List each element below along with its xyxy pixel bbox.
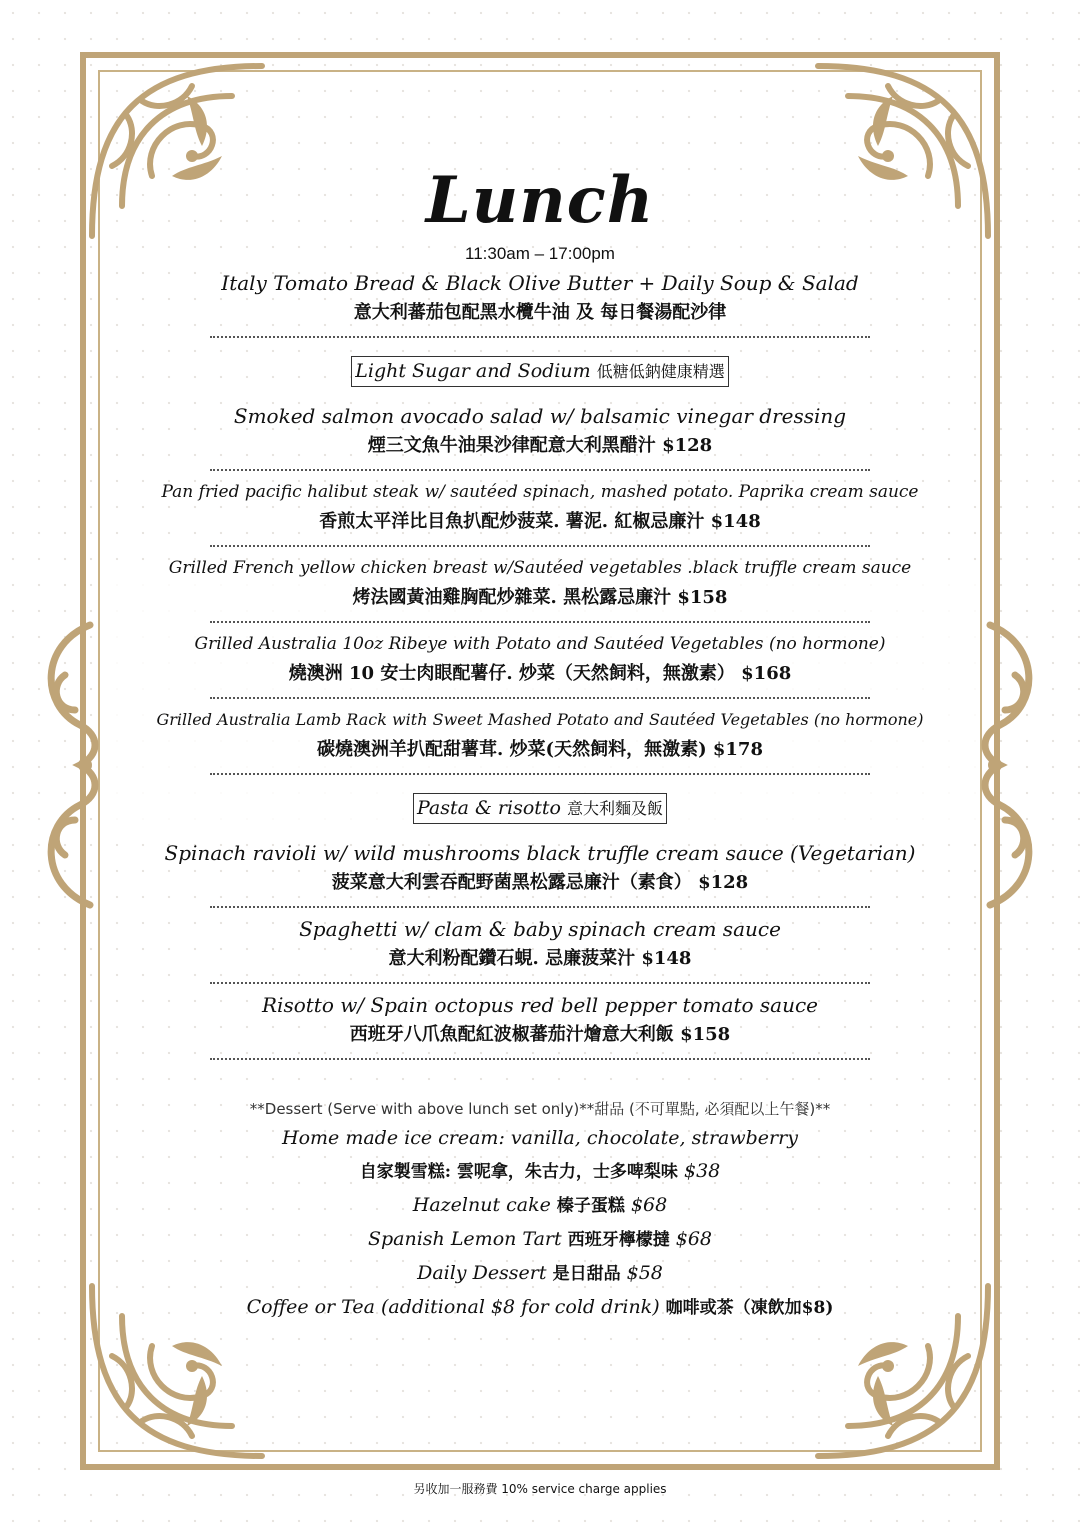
item-english: Smoked salmon avocado salad w/ balsamic vinegar dressing [233, 404, 847, 428]
dotted-divider [210, 900, 870, 908]
dessert-price: $68 [675, 1228, 713, 1250]
item-chinese: 香煎太平洋比目魚扒配炒菠菜. 薯泥. 紅椒忌廉汁 [319, 511, 705, 532]
dessert-chinese: 自家製雪糕: 雲呢拿，朱古力，士多啤梨味 [359, 1162, 678, 1182]
item-english: Grilled Australia 10oz Ribeye with Potato and Sautéed Vegetables (no hormone) [194, 634, 886, 654]
dessert-price: $68 [630, 1194, 668, 1216]
item-english: Risotto w/ Spain octopus red bell pepper tomato sauce [262, 993, 818, 1017]
intro-chinese: 意大利蕃茄包配黑水欖牛油 及 每日餐湯配沙律 [353, 302, 727, 323]
item-chinese: 意大利粉配鑽石蜆. 忌廉菠菜汁 [388, 948, 636, 969]
menu-item [100, 553, 980, 613]
dotted-divider [210, 976, 870, 984]
item-chinese: 煙三文魚牛油果沙律配意大利黑醋汁 [367, 435, 656, 456]
menu-item [100, 629, 980, 689]
dessert-english: Spanish Lemon Tart [367, 1228, 562, 1250]
side-scroll-ornament-icon [970, 615, 1050, 915]
dessert-price: $38 [683, 1160, 721, 1182]
section-label-english: Pasta & risotto [416, 797, 561, 819]
item-english: Pan fried pacific halibut steak w/ sautéed spinach, mashed potato. Paprika cream sauce [161, 482, 919, 502]
item-chinese: 西班牙八爪魚配紅波椒蕃茄汁燴意大利飯 [349, 1024, 674, 1045]
dessert-item [100, 1257, 980, 1291]
service-charge-note: 另收加一服務費 10% service charge applies [413, 1482, 667, 1496]
item-chinese: 燒澳洲 10 安士肉眼配薯仔. 炒菜（天然飼料，無激素） [288, 663, 735, 684]
dessert-english: Home made ice cream: vanilla, chocolate, strawberry [282, 1127, 798, 1149]
menu-content [100, 160, 980, 1325]
item-english: Spinach ravioli w/ wild mushrooms black truffle cream sauce (Vegetarian) [164, 841, 916, 865]
menu-item [100, 401, 980, 461]
item-chinese: 碳燒澳洲羊扒配甜薯茸. 炒菜(天然飼料，無激素) [317, 739, 707, 760]
item-price: $148 [641, 948, 692, 969]
menu-item [100, 477, 980, 537]
dotted-divider [210, 691, 870, 699]
menu-item [100, 990, 980, 1050]
section-label-light [351, 356, 728, 387]
dessert-item [100, 1122, 980, 1155]
item-price: $158 [677, 587, 728, 608]
dessert-english: Coffee or Tea (additional $8 for cold drink) [246, 1296, 660, 1318]
dessert-item [100, 1155, 980, 1189]
dessert-chinese: 西班牙檸檬撻 [567, 1230, 670, 1250]
dessert-heading: **Dessert (Serve with above lunch set only)**甜品 (不可單點, 必須配以上午餐)** [249, 1100, 831, 1118]
intro-english: Italy Tomato Bread & Black Olive Butter + Daily Soup & Salad [221, 271, 859, 295]
menu-item [100, 838, 980, 898]
dotted-divider [210, 463, 870, 471]
dotted-divider [210, 1052, 870, 1060]
dotted-divider [210, 539, 870, 547]
item-price: $148 [710, 511, 761, 532]
side-scroll-ornament-icon [30, 615, 110, 915]
menu-item [100, 705, 980, 765]
dessert-price: $58 [626, 1262, 663, 1284]
section-label-chinese: 意大利麵及飯 [567, 799, 664, 818]
menu-item [100, 914, 980, 974]
item-price: $168 [741, 663, 792, 684]
dessert-chinese: 是日甜品 [552, 1264, 621, 1284]
section-label-chinese: 低糖低鈉健康精選 [596, 362, 725, 381]
dessert-item [100, 1189, 980, 1223]
item-price: $178 [712, 739, 763, 760]
service-hours: 11:30am – 17:00pm [465, 244, 615, 263]
dotted-divider [210, 615, 870, 623]
item-english: Grilled French yellow chicken breast w/Sautéed vegetables .black truffle cream sauce [168, 558, 912, 578]
item-price: $128 [698, 872, 749, 893]
item-english: Grilled Australia Lamb Rack with Sweet Mashed Potato and Sautéed Vegetables (no hormone) [156, 710, 924, 729]
dessert-item [100, 1291, 980, 1325]
dessert-chinese: 咖啡或茶（凍飲加$8) [665, 1298, 834, 1318]
item-english: Spaghetti w/ clam & baby spinach cream sauce [299, 917, 781, 941]
dessert-chinese: 榛子蛋糕 [556, 1196, 625, 1216]
dessert-item [100, 1223, 980, 1257]
dessert-english: Daily Dessert [417, 1262, 547, 1284]
item-price: $128 [662, 435, 713, 456]
dessert-english: Hazelnut cake [412, 1194, 551, 1216]
dotted-divider [210, 330, 870, 338]
item-chinese: 烤法國黃油雞胸配炒雜菜. 黑松露忌廉汁 [352, 587, 672, 608]
dotted-divider [210, 767, 870, 775]
section-label-pasta [413, 793, 667, 824]
item-price: $158 [680, 1024, 731, 1045]
menu-title: Lunch [425, 163, 655, 238]
item-chinese: 菠菜意大利雲吞配野菌黑松露忌廉汁（素食） [331, 872, 692, 893]
section-label-english: Light Sugar and Sodium [355, 360, 591, 382]
